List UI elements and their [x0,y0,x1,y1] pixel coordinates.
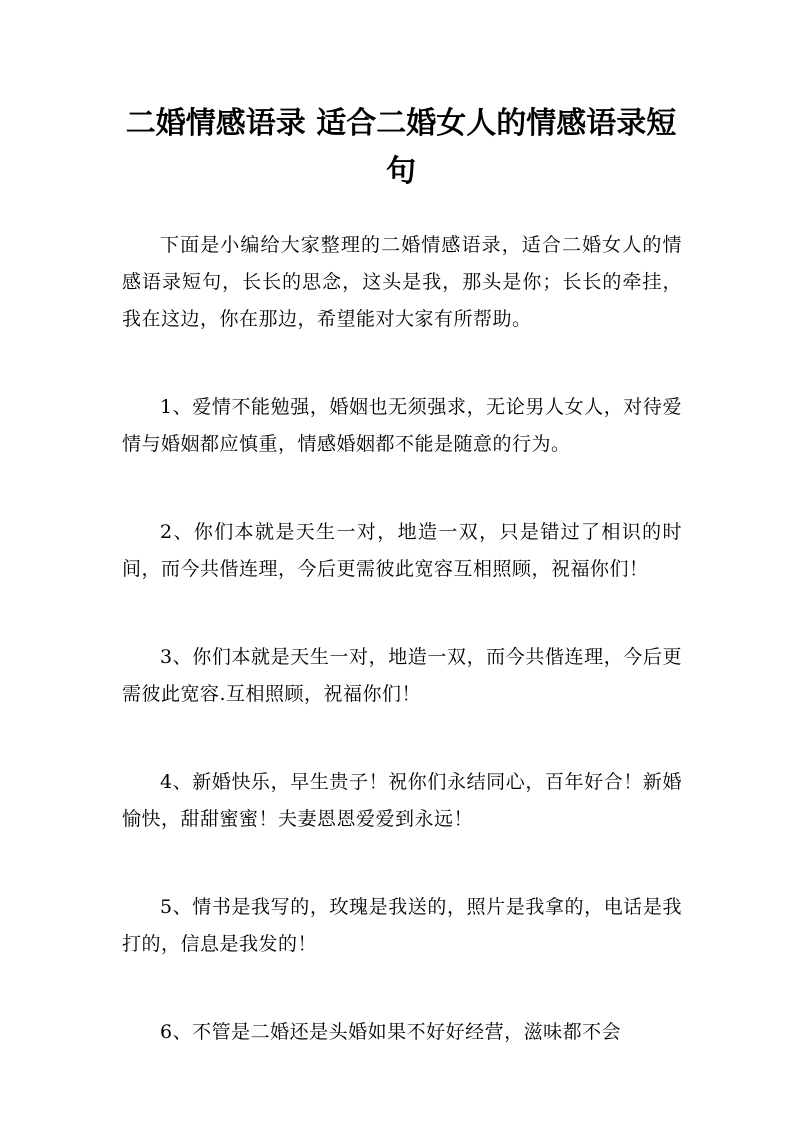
quote-paragraph-6: 6、不管是二婚还是头婚如果不好好经营，滋味都不会 [160,1021,622,1043]
quote-paragraph-4: 4、新婚快乐，早生贵子！祝你们永结同心，百年好合！新婚愉快，甜甜蜜蜜！夫妻恩恩爱爱到永远！ [122,771,682,830]
quote-paragraph-5: 5、情书是我写的，玫瑰是我送的，照片是我拿的，电话是我打的，信息是我发的！ [122,896,682,955]
quote-paragraph-2: 2、你们本就是天生一对，地造一双，只是错过了相识的时间，而今共偕连理，今后更需彼此宽容互相照顾，祝福你们！ [122,521,682,580]
quote-paragraph-1: 1、爱情不能勉强，婚姻也无须强求，无论男人女人，对待爱情与婚姻都应慎重，情感婚姻都不能是随意的行为。 [122,396,682,455]
quote-paragraph-3: 3、你们本就是天生一对，地造一双，而今共偕连理，今后更需彼此宽容.互相照顾，祝福你们！ [122,646,682,705]
intro-paragraph: 下面是小编给大家整理的二婚情感语录，适合二婚女人的情感语录短句，长长的思念，这头是我，那头是你；长长的牵挂，我在这边，你在那边，希望能对大家有所帮助。 [122,234,682,330]
document-title: 二婚情感语录 适合二婚女人的情感语录短句 [125,106,677,189]
document-body [122,227,682,1102]
